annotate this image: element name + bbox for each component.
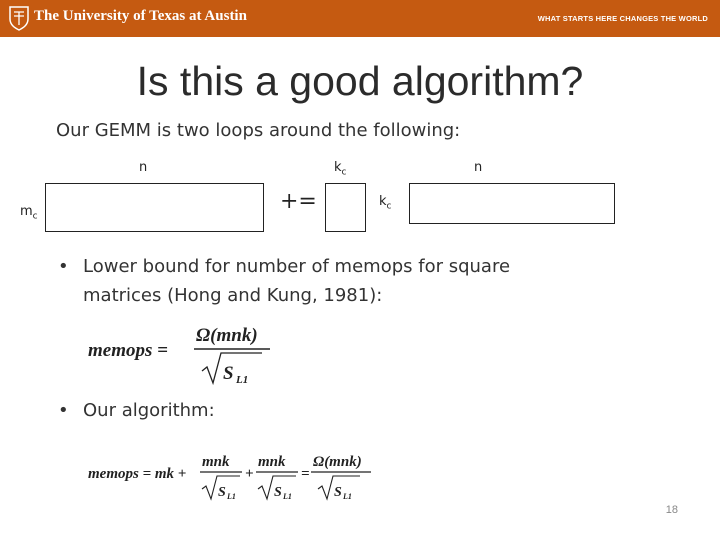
- bullet-lower-bound-line1: Lower bound for number of memops for square: [83, 256, 511, 277]
- svg-text:L1: L1: [343, 492, 352, 501]
- svg-text:memops =: memops =: [88, 340, 168, 361]
- intro-text: Our GEMM is two loops around the following:: [56, 120, 461, 141]
- university-name: The University of Texas at Austin: [34, 8, 247, 24]
- svg-text:Ω(mnk): Ω(mnk): [313, 454, 362, 470]
- matrix-c-n-label: n: [139, 160, 148, 175]
- svg-text:memops = mk +: memops = mk +: [88, 466, 187, 482]
- svg-text:Ω(mnk): Ω(mnk): [196, 325, 258, 346]
- header-tagline: WHAT STARTS HERE CHANGES THE WORLD: [537, 14, 708, 23]
- plus-equals-operator: +=: [280, 189, 317, 214]
- svg-text:L1: L1: [227, 492, 236, 501]
- svg-text:S: S: [274, 485, 282, 500]
- svg-text:S: S: [223, 363, 234, 384]
- svg-text:+: +: [245, 466, 254, 482]
- bullet-marker: •: [58, 256, 69, 277]
- bullet-our-algorithm-text: Our algorithm:: [83, 400, 215, 421]
- svg-text:mnk: mnk: [258, 454, 286, 470]
- slide-title: Is this a good algorithm?: [136, 58, 584, 104]
- page-number: 18: [665, 504, 678, 516]
- svg-text:S: S: [334, 485, 342, 500]
- svg-text:=: =: [301, 466, 310, 482]
- bullet-lower-bound-line2: matrices (Hong and Kung, 1981):: [83, 285, 383, 306]
- svg-text:L1: L1: [236, 374, 249, 386]
- matrix-b-kc-label: $k_c$: [379, 194, 392, 212]
- svg-text:L1: L1: [283, 492, 292, 501]
- svg-text:mnk: mnk: [202, 454, 230, 470]
- svg-text:S: S: [218, 485, 226, 500]
- matrix-c-mc-label: $m_c$: [20, 204, 38, 222]
- bullet-marker: •: [58, 400, 69, 421]
- matrix-a-kc-label: $k_c$: [334, 160, 347, 178]
- matrix-b-n-label: n: [474, 160, 483, 175]
